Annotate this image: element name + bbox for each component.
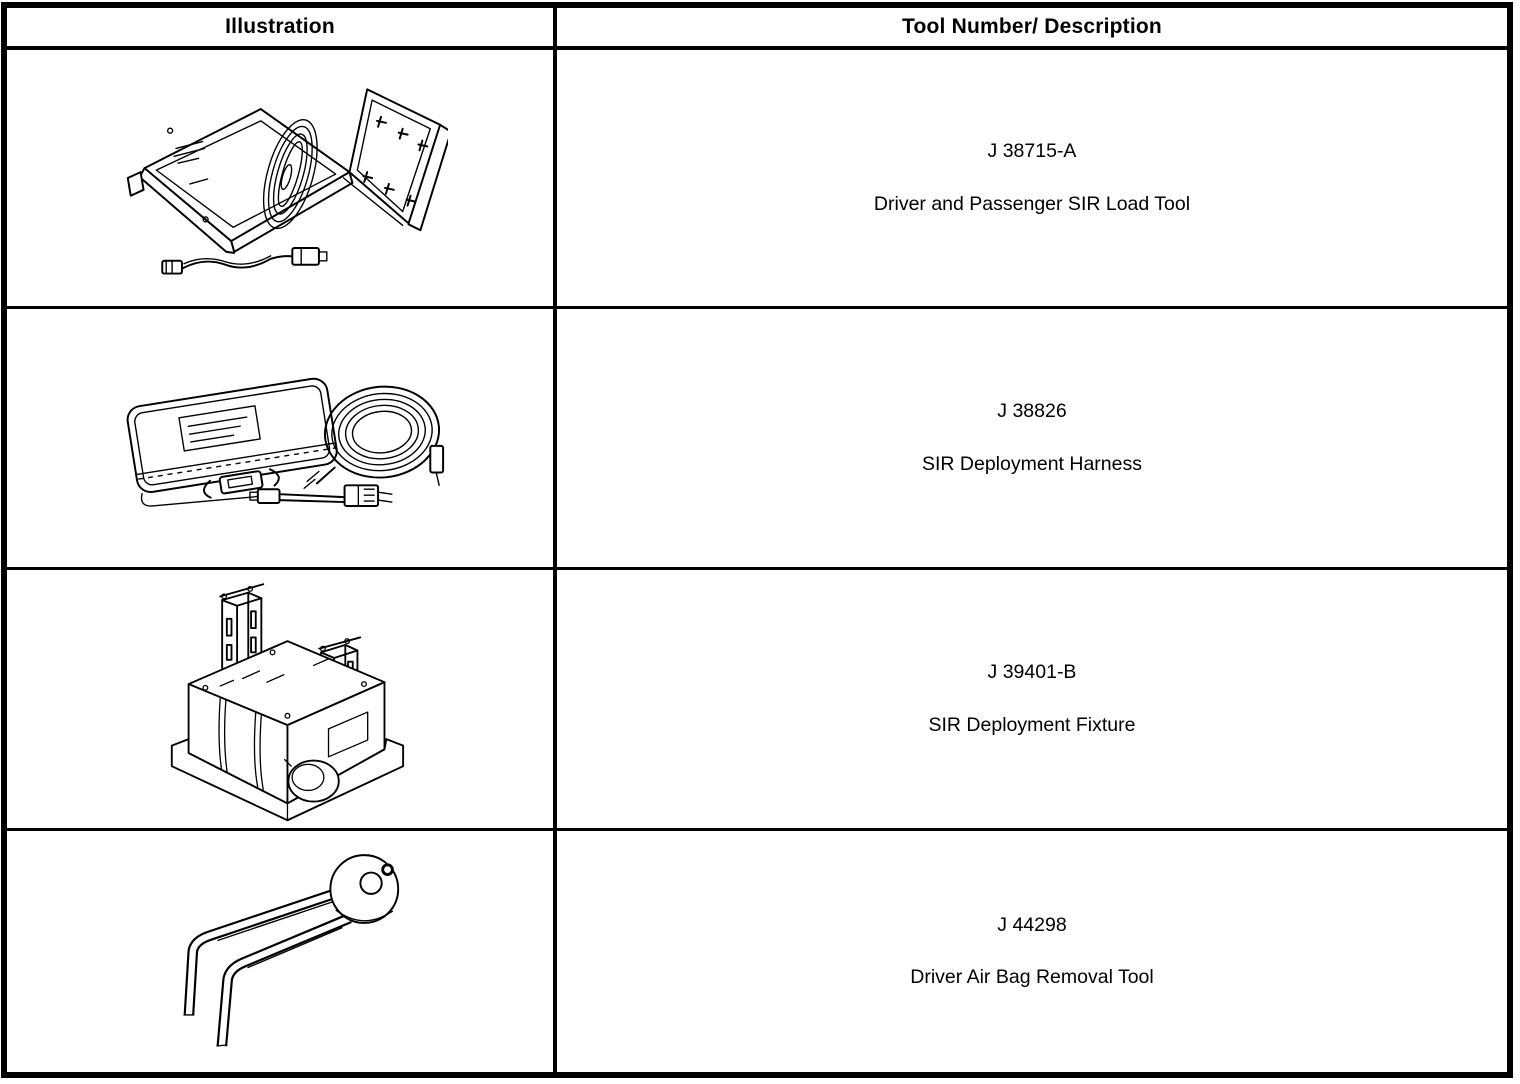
table-row-3-description-cell	[557, 570, 1507, 831]
tool-number: J 38826	[997, 400, 1067, 422]
header-illustration-label: Illustration	[225, 15, 335, 38]
tool-description: SIR Deployment Harness	[921, 452, 1142, 475]
table-row-2-illustration-cell	[7, 309, 557, 570]
sir-deployment-harness-illustration	[110, 354, 450, 522]
table-row-4-illustration-cell	[7, 831, 557, 1072]
table-row-3-illustration-cell	[7, 570, 557, 831]
tool-number: J 38715-A	[987, 140, 1077, 162]
table-row-4-description-cell	[557, 831, 1507, 1072]
sir-load-tool-open-case-illustration	[113, 72, 448, 284]
table-row-1-illustration-cell	[7, 50, 557, 309]
tool-number: J 39401-B	[987, 661, 1077, 683]
sir-deployment-fixture-illustration	[125, 574, 435, 824]
header-tool-number-description-label: Tool Number/ Description	[902, 15, 1162, 38]
tool-description: SIR Deployment Fixture	[928, 713, 1136, 736]
header-illustration	[7, 8, 557, 50]
tool-number: J 44298	[997, 913, 1067, 936]
driver-air-bag-removal-tool-illustration	[125, 839, 435, 1065]
tool-description: Driver and Passenger SIR Load Tool	[873, 192, 1191, 215]
table-row-2-description-cell	[557, 309, 1507, 570]
tool-description: Driver Air Bag Removal Tool	[910, 966, 1154, 988]
table-row-1-description-cell	[557, 50, 1507, 309]
header-tool-number-description	[557, 8, 1507, 50]
special-tools-table	[1, 2, 1513, 1078]
